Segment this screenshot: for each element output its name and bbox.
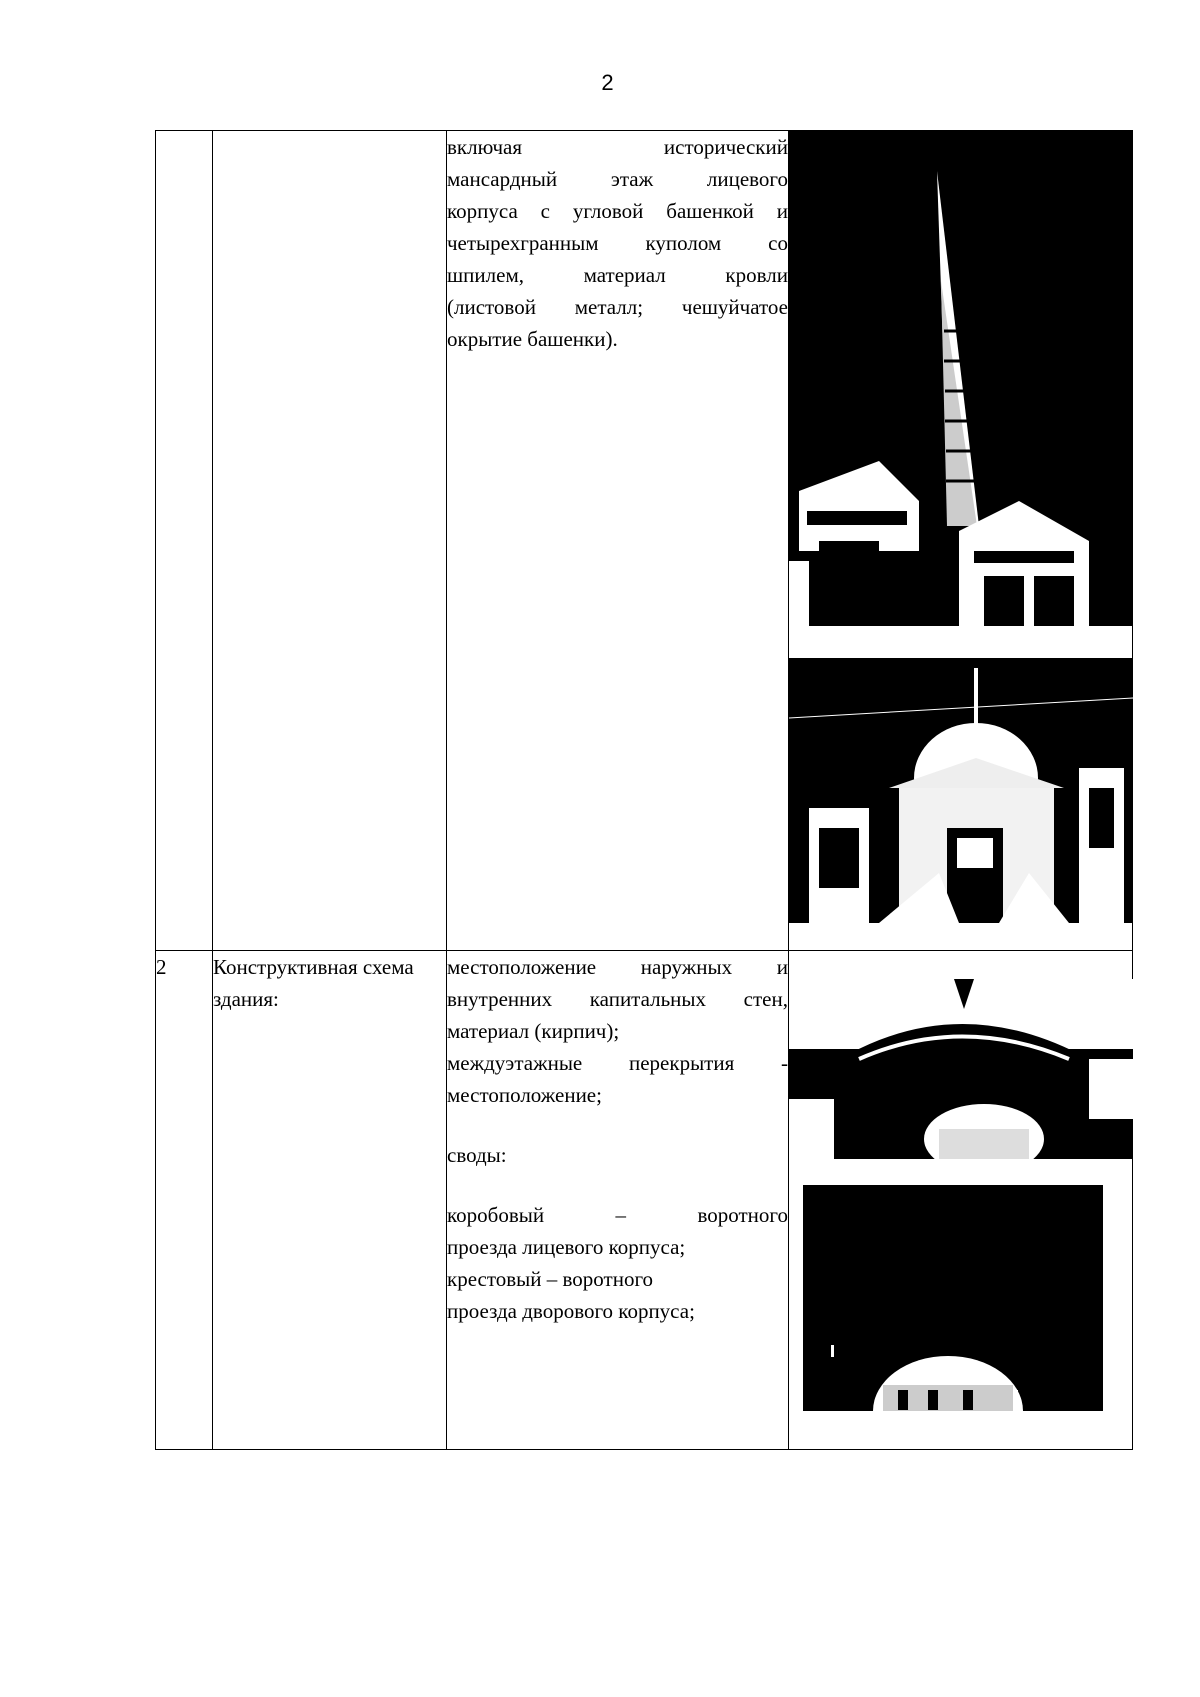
row-description-cell bbox=[447, 131, 789, 951]
photo-cell bbox=[789, 951, 1133, 1450]
description-line: проезда лицевого корпуса; bbox=[447, 1235, 686, 1259]
row-name-cell: Конструктивная схема здания: bbox=[213, 951, 447, 1450]
description-line: включая исторический bbox=[447, 135, 788, 159]
dome-tower-photo bbox=[789, 658, 1133, 923]
spire-tower-photo bbox=[789, 131, 1133, 626]
row-number-cell bbox=[156, 131, 213, 951]
description-line: окрытие башенки). bbox=[447, 327, 618, 351]
document-table bbox=[155, 130, 1133, 1450]
description-line: мансардный этаж лицевого bbox=[447, 167, 788, 191]
row-number-cell: 2 bbox=[156, 951, 213, 1450]
description-line: местоположение наружных и bbox=[447, 955, 788, 979]
description-line: междуэтажные перекрытия - bbox=[447, 1051, 788, 1075]
description-line: шпилем, материал кровли bbox=[447, 263, 788, 287]
description-line: крестовый – воротного bbox=[447, 1267, 654, 1291]
row-name-cell bbox=[213, 131, 447, 951]
description-line: материал (кирпич); bbox=[447, 1019, 620, 1043]
row-description-cell bbox=[447, 951, 789, 1450]
description-line: четырехгранным куполом со bbox=[447, 231, 788, 255]
gate-arch-photo bbox=[789, 979, 1133, 1159]
description-line: коробовый – воротного bbox=[447, 1203, 788, 1227]
table-row bbox=[156, 951, 1133, 1450]
description-line: местоположение; bbox=[447, 1083, 602, 1107]
page-number: 2 bbox=[601, 70, 614, 95]
photo-cell bbox=[789, 131, 1133, 951]
description-line: корпуса с угловой башенкой и bbox=[447, 199, 788, 223]
description-line: (листовой металл; чешуйчатое bbox=[447, 295, 788, 319]
description-line: проезда дворового корпуса; bbox=[447, 1299, 695, 1323]
table-row bbox=[156, 131, 1133, 951]
vault-passage-photo bbox=[803, 1185, 1103, 1411]
description-line: внутренних капитальных стен, bbox=[447, 987, 788, 1011]
description-line: своды: bbox=[447, 1143, 507, 1167]
